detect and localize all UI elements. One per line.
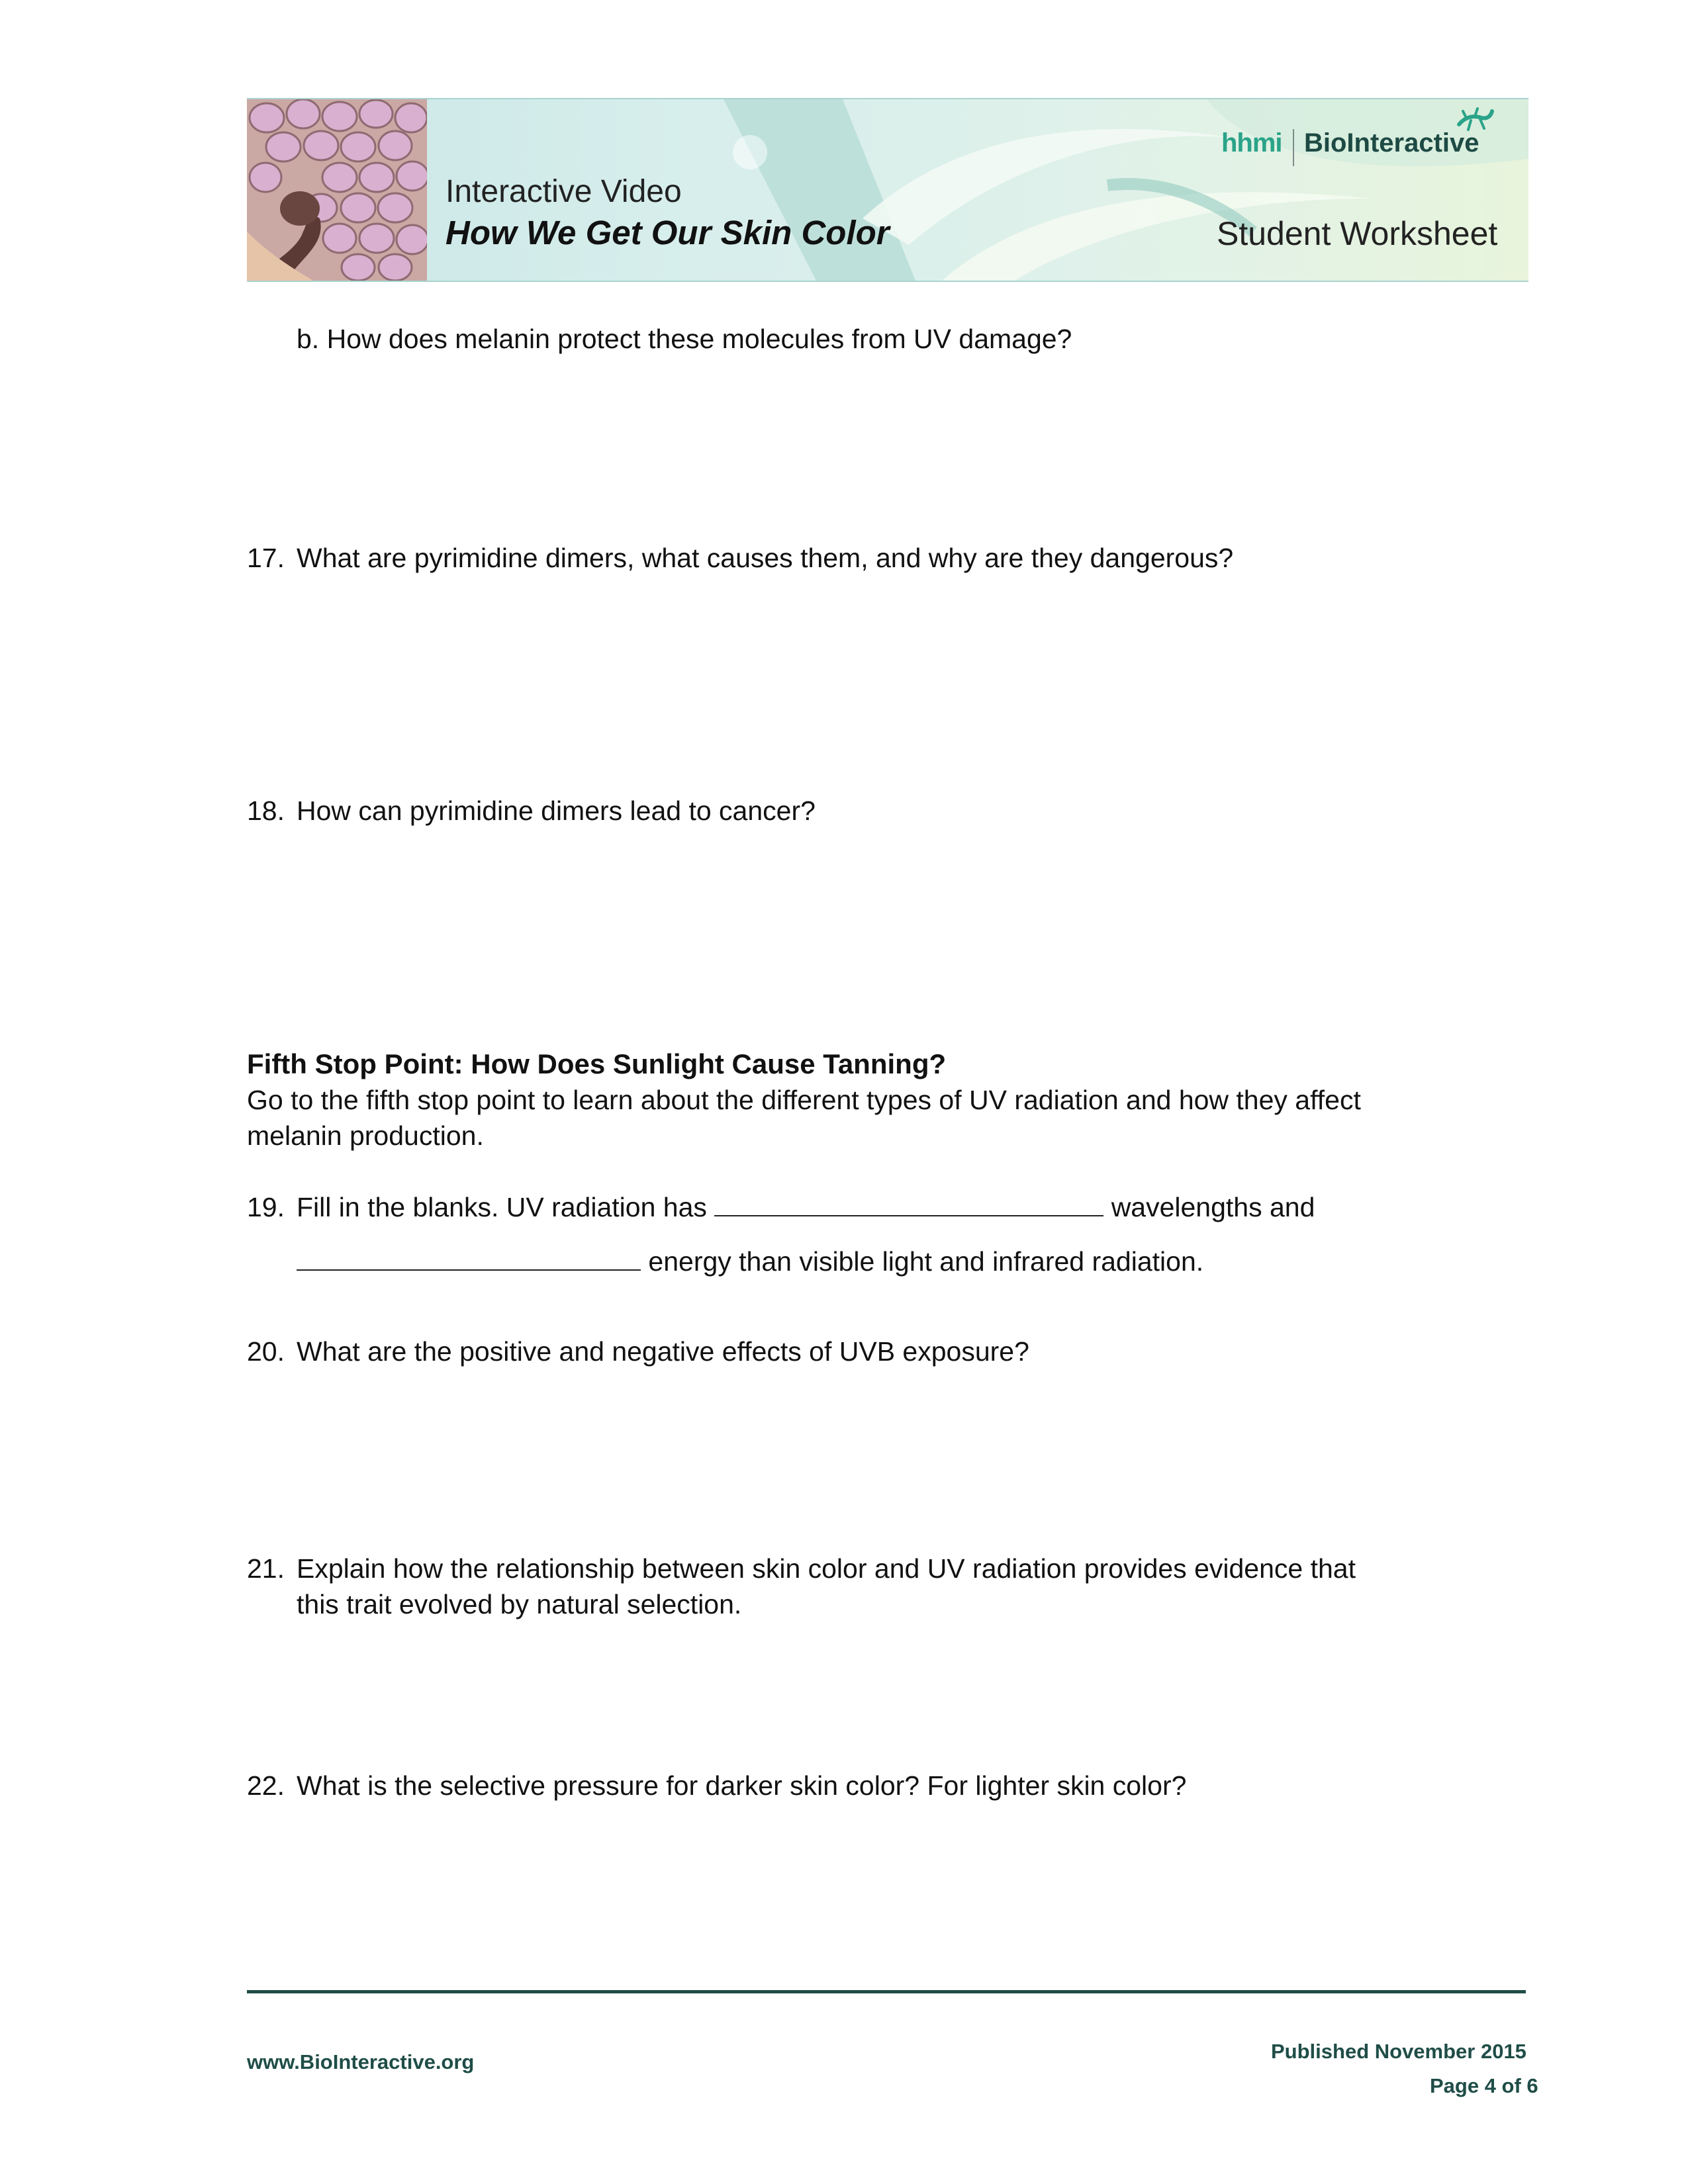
- worksheet-label: Student Worksheet: [1217, 215, 1498, 252]
- question-20-number: 20.: [247, 1336, 285, 1367]
- question-21-line-1: Explain how the relationship between skin color and UV radiation provides evidence that: [297, 1553, 1356, 1584]
- banner-swirl-graphic: [247, 99, 1528, 281]
- footer-page-number: Page 4 of 6: [1430, 2074, 1538, 2097]
- video-title: How We Get Our Skin Color: [445, 214, 890, 251]
- hhmi-logo-text: hhmi: [1221, 128, 1282, 158]
- question-19-part-2: wavelengths and: [1111, 1192, 1315, 1222]
- biointeractive-logo-text: BioInteractive: [1304, 128, 1479, 158]
- question-19-part-3: energy than visible light and infrared radiation.: [648, 1246, 1204, 1277]
- question-17-number: 17.: [247, 543, 285, 573]
- footer-website-link[interactable]: www.BioInteractive.org: [247, 2050, 475, 2073]
- question-19-number: 19.: [247, 1192, 285, 1222]
- logo-divider: [1293, 129, 1294, 166]
- fill-in-blank-1[interactable]: [714, 1193, 1103, 1216]
- gecko-logo-icon: [1455, 105, 1495, 134]
- question-21-line-2: this trait evolved by natural selection.: [297, 1589, 742, 1619]
- skin-cells-image: [247, 99, 427, 281]
- footer-published-date: Published November 2015: [1271, 2040, 1526, 2063]
- section-heading: Fifth Stop Point: How Does Sunlight Cause Tanning?: [247, 1048, 947, 1079]
- question-18-number: 18.: [247, 796, 285, 826]
- question-20-text: What are the positive and negative effects of UVB exposure?: [297, 1336, 1029, 1367]
- question-16b: b. How does melanin protect these molecules from UV damage?: [297, 324, 1072, 354]
- question-19-line-1: [297, 1189, 1315, 1226]
- section-intro-line-1: Go to the fifth stop point to learn about the different types of UV radiation and how they affect: [247, 1085, 1361, 1115]
- fill-in-blank-2[interactable]: [297, 1247, 641, 1271]
- question-21-number: 21.: [247, 1553, 285, 1584]
- question-18-text: How can pyrimidine dimers lead to cancer?: [297, 796, 816, 826]
- question-22-number: 22.: [247, 1770, 285, 1801]
- question-22-text: What is the selective pressure for darker skin color? For lighter skin color?: [297, 1770, 1187, 1801]
- video-type-label: Interactive Video: [445, 174, 682, 209]
- question-17-text: What are pyrimidine dimers, what causes them, and why are they dangerous?: [297, 543, 1234, 573]
- question-19-part-1: Fill in the blanks. UV radiation has: [297, 1192, 707, 1222]
- footer-divider: [247, 1990, 1526, 1993]
- header-banner: [247, 98, 1528, 282]
- section-intro-line-2: melanin production.: [247, 1120, 484, 1151]
- question-19-line-2: [297, 1243, 1203, 1280]
